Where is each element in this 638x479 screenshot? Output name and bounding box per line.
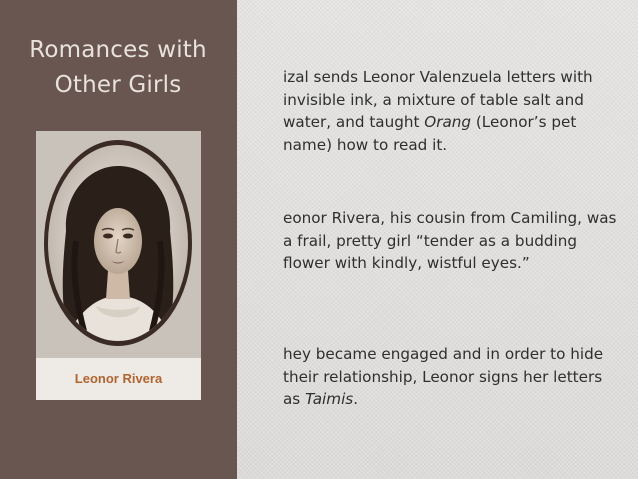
paragraph-1-run-2: Orang [424,113,472,131]
paragraph-1 [283,66,623,156]
portrait-photo-icon [36,131,201,358]
slide-title-line-1: Romances with [29,37,207,63]
paragraph-1-run-3: (Leonor’s pet name) how to read it. [283,113,577,154]
paragraph-3-run-1: hey became engaged and in order to hide their relationship, Leonor signs her letters as [283,345,604,408]
paragraph-3-run-2: Taimis [305,390,354,408]
slide-title-line-2: Other Girls [54,72,182,98]
portrait-photo [36,131,201,358]
sidebar-panel [0,0,237,479]
paragraph-3 [283,343,623,411]
paragraph-1-run-1: izal sends Leonor Valenzuela letters with invisible ink, a mixture of table salt and water, and taught [283,68,593,131]
paragraph-2-run-1: eonor Rivera, his cousin from Camiling, was a frail, pretty girl “tender as a budding flower with kindly, wistful eyes.” [283,209,617,272]
slide-title [8,33,228,103]
photo-caption-box [36,358,201,400]
paragraph-2 [283,207,623,275]
photo-caption: Leonor Rivera [74,371,163,386]
paragraph-3-run-3: . [353,390,359,408]
